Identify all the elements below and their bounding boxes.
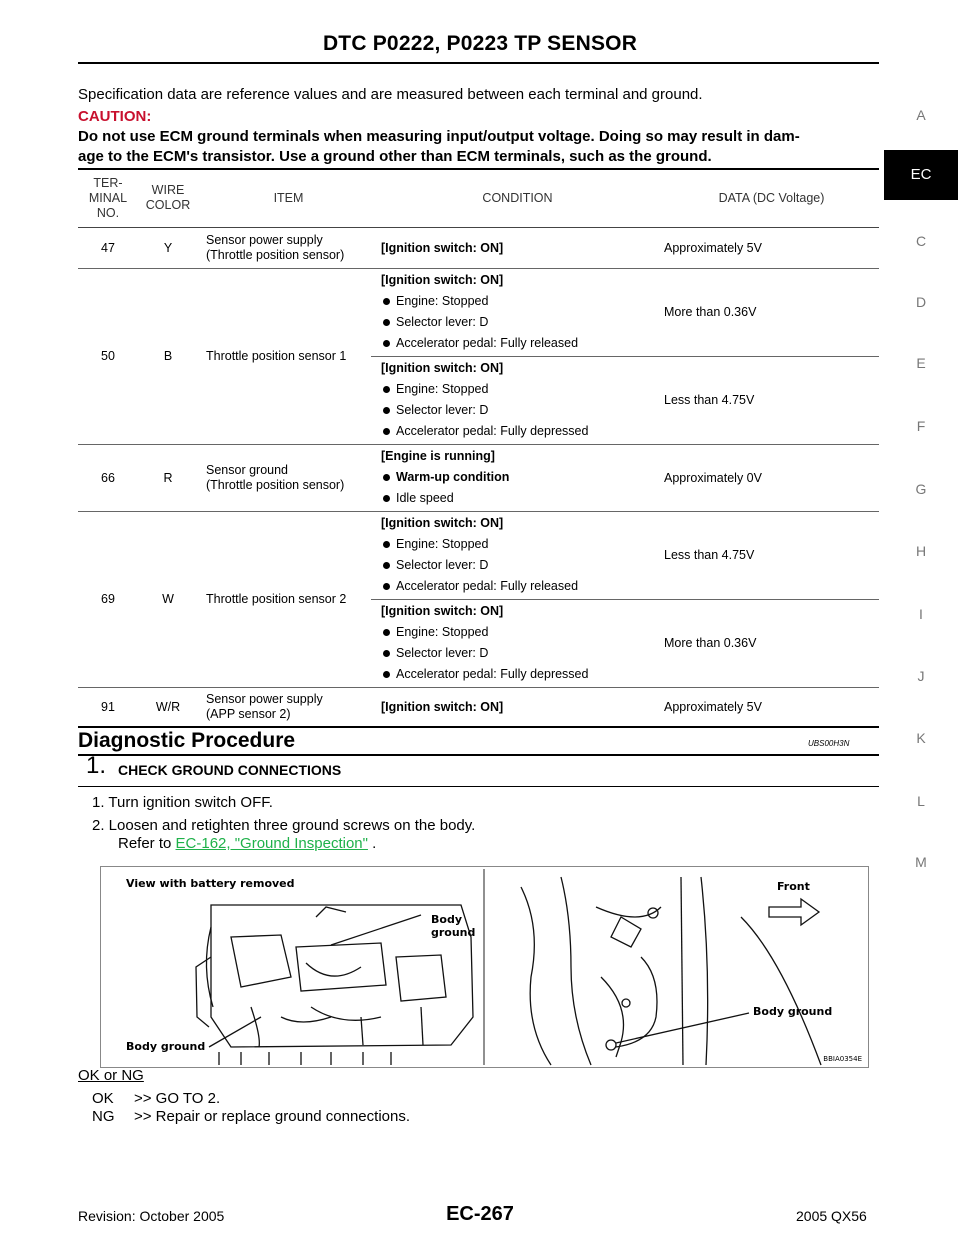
cell-wire: W <box>138 511 198 687</box>
ok-ng-label: OK or NG <box>78 1067 144 1084</box>
header-wire-line: COLOR <box>145 198 191 213</box>
cell-item <box>198 687 371 727</box>
condition-bullet <box>381 379 654 400</box>
table-row <box>78 511 879 599</box>
header-wire-line: WIRE <box>151 183 185 198</box>
step-rule <box>78 786 879 787</box>
bullet-text: Accelerator pedal: Fully released <box>396 579 579 593</box>
item-line: (Throttle position sensor) <box>206 477 345 492</box>
cell-data: More than 0.36V <box>654 599 879 687</box>
condition-bullet <box>381 622 654 643</box>
side-tab-c[interactable]: C <box>915 233 927 249</box>
table-row <box>78 227 879 268</box>
condition-bullet <box>381 312 654 333</box>
cell-wire: B <box>138 268 198 444</box>
bullet-icon <box>383 495 390 502</box>
bullet-icon <box>383 340 390 347</box>
condition-bullet <box>381 400 654 421</box>
side-tab-l[interactable]: L <box>917 793 925 809</box>
bullet-icon <box>383 428 390 435</box>
side-tab-f[interactable]: F <box>916 418 926 434</box>
side-tab-g[interactable]: G <box>915 481 927 497</box>
result-ok-key: OK <box>92 1090 114 1107</box>
figure-label-line: ground <box>431 926 476 939</box>
cell-condition: [Ignition switch: ON] <box>371 227 654 268</box>
bullet-text: Selector lever: D <box>396 403 489 417</box>
diagnostic-heading: Diagnostic Procedure <box>78 729 296 752</box>
bullet-text: Idle speed <box>396 491 454 505</box>
item-line: (APP sensor 2) <box>206 706 291 721</box>
cell-data: Less than 4.75V <box>654 511 879 599</box>
cell-item <box>198 227 371 268</box>
cell-wire: W/R <box>138 687 198 727</box>
cell-condition <box>371 599 654 687</box>
bullet-icon <box>383 474 390 481</box>
footer-revision: Revision: October 2005 <box>78 1208 225 1224</box>
bullet-text: Accelerator pedal: Fully released <box>396 336 579 350</box>
step-instruction-2: 2. Loosen and retighten three ground screws on the body. <box>92 817 476 834</box>
item-line: (Throttle position sensor) <box>206 247 345 262</box>
bullet-icon <box>383 319 390 326</box>
header-wire <box>138 169 198 227</box>
step-reference <box>118 835 376 852</box>
cell-data: Approximately 5V <box>654 227 879 268</box>
cell-condition: [Ignition switch: ON] <box>371 687 654 727</box>
refer-suffix: . <box>367 835 377 852</box>
table-row <box>78 268 879 356</box>
result-ok-row <box>92 1090 220 1107</box>
condition-head: [Ignition switch: ON] <box>381 361 504 375</box>
bullet-text: Warm-up condition <box>396 470 510 484</box>
table-row <box>78 687 879 727</box>
header-terminal-line: NO. <box>96 205 120 220</box>
cell-data: Approximately 5V <box>654 687 879 727</box>
condition-head: [Ignition switch: ON] <box>381 604 504 618</box>
cell-condition <box>371 444 654 511</box>
condition-head: [Ignition switch: ON] <box>381 516 504 530</box>
bullet-text: Accelerator pedal: Fully depressed <box>396 667 589 681</box>
figure-code: BBIA0354E <box>823 1055 862 1063</box>
result-ok-text: >> GO TO 2. <box>134 1090 221 1107</box>
result-ng-row <box>92 1108 410 1125</box>
footer-page-number: EC-267 <box>446 1203 514 1225</box>
figure-label-body-ground-right: Body ground <box>753 1005 833 1018</box>
condition-bullet <box>381 576 654 597</box>
header-condition: CONDITION <box>371 169 654 227</box>
condition-bullet <box>381 534 654 555</box>
side-tab-a[interactable]: A <box>916 107 926 123</box>
engine-bay-illustration <box>101 867 868 1067</box>
spec-note: Specification data are reference values and are measured between each terminal and ground. <box>78 86 703 103</box>
condition-bullet <box>381 488 654 509</box>
table-row <box>78 444 879 511</box>
bullet-text: Selector lever: D <box>396 558 489 572</box>
side-tab-d[interactable]: D <box>915 294 927 310</box>
cell-terminal: 66 <box>78 444 138 511</box>
condition-bullet <box>381 467 654 488</box>
condition-bullet <box>381 643 654 664</box>
bullet-icon <box>383 583 390 590</box>
title-rule <box>78 62 879 64</box>
bullet-icon <box>383 629 390 636</box>
cell-condition <box>371 268 654 356</box>
item-line: Sensor power supply <box>206 232 323 247</box>
cell-data: Less than 4.75V <box>654 356 879 444</box>
header-terminal-line: TER- <box>93 175 123 190</box>
step-instruction-1: 1. Turn ignition switch OFF. <box>92 794 273 811</box>
figure-label-line: Body <box>431 913 462 926</box>
bullet-text: Selector lever: D <box>396 646 489 660</box>
cell-data: Approximately 0V <box>654 444 879 511</box>
cell-wire: Y <box>138 227 198 268</box>
cell-terminal: 69 <box>78 511 138 687</box>
condition-bullet <box>381 421 654 442</box>
side-tab-e[interactable]: E <box>916 355 926 371</box>
cell-terminal: 50 <box>78 268 138 444</box>
bullet-text: Engine: Stopped <box>396 382 489 396</box>
cell-item: Throttle position sensor 2 <box>198 511 371 687</box>
refer-prefix: Refer to <box>118 835 176 852</box>
figure-label-view: View with battery removed <box>126 877 295 890</box>
result-ng-text: >> Repair or replace ground connections. <box>134 1108 411 1125</box>
diagnostic-rule <box>78 754 879 756</box>
bullet-text: Engine: Stopped <box>396 537 489 551</box>
footer-model: 2005 QX56 <box>796 1208 867 1224</box>
cell-data: More than 0.36V <box>654 268 879 356</box>
caution-line-1: Do not use ECM ground terminals when measuring input/output voltage. Doing so may result in dam- <box>78 128 800 145</box>
caution-line-2: age to the ECM's transistor. Use a ground other than ECM terminals, such as the ground. <box>78 148 712 165</box>
bullet-icon <box>383 541 390 548</box>
header-terminal <box>78 169 138 227</box>
terminal-table <box>78 168 879 728</box>
side-tab-ec-active[interactable]: EC <box>884 150 958 200</box>
header-terminal-line: MINAL <box>88 190 128 205</box>
page-title: DTC P0222, P0223 TP SENSOR <box>322 32 638 55</box>
cell-condition <box>371 511 654 599</box>
condition-bullet <box>381 333 654 354</box>
bullet-text: Selector lever: D <box>396 315 489 329</box>
bullet-icon <box>383 650 390 657</box>
diagnostic-code: UBS00H3N <box>808 739 850 748</box>
item-line: Sensor ground <box>206 462 289 477</box>
cell-condition <box>371 356 654 444</box>
caution-label: CAUTION: <box>78 108 152 125</box>
bullet-text: Engine: Stopped <box>396 625 489 639</box>
item-line: Sensor power supply <box>206 691 323 706</box>
table-header-row <box>78 169 879 227</box>
cell-item <box>198 444 371 511</box>
side-tab-k[interactable]: K <box>916 730 926 746</box>
condition-head: [Engine is running] <box>381 449 495 463</box>
bullet-text: Accelerator pedal: Fully depressed <box>396 424 589 438</box>
bullet-text: Engine: Stopped <box>396 294 489 308</box>
step-number: 1. <box>86 752 107 779</box>
header-data: DATA (DC Voltage) <box>654 169 879 227</box>
bullet-icon <box>383 671 390 678</box>
bullet-icon <box>383 386 390 393</box>
side-tab-h[interactable]: H <box>915 543 927 559</box>
condition-bullet <box>381 555 654 576</box>
cell-wire: R <box>138 444 198 511</box>
ground-location-figure <box>100 866 869 1068</box>
bullet-icon <box>383 298 390 305</box>
condition-head: [Ignition switch: ON] <box>381 273 504 287</box>
figure-label-front: Front <box>777 880 810 893</box>
cell-terminal: 47 <box>78 227 138 268</box>
reference-link[interactable]: EC-162, "Ground Inspection" <box>175 835 368 852</box>
cell-item: Throttle position sensor 1 <box>198 268 371 444</box>
side-tab-j[interactable]: J <box>917 668 925 684</box>
cell-terminal: 91 <box>78 687 138 727</box>
result-ng-key: NG <box>92 1108 115 1125</box>
condition-bullet <box>381 664 654 685</box>
bullet-icon <box>383 407 390 414</box>
bullet-icon <box>383 562 390 569</box>
caution-text <box>78 127 878 167</box>
figure-label-body-ground-top <box>431 913 475 939</box>
header-item: ITEM <box>198 169 371 227</box>
step-title: CHECK GROUND CONNECTIONS <box>118 762 342 778</box>
side-tab-i[interactable]: I <box>919 606 923 622</box>
side-tab-m[interactable]: M <box>915 854 927 870</box>
figure-label-body-ground-left: Body ground <box>126 1040 206 1053</box>
condition-bullet <box>381 291 654 312</box>
